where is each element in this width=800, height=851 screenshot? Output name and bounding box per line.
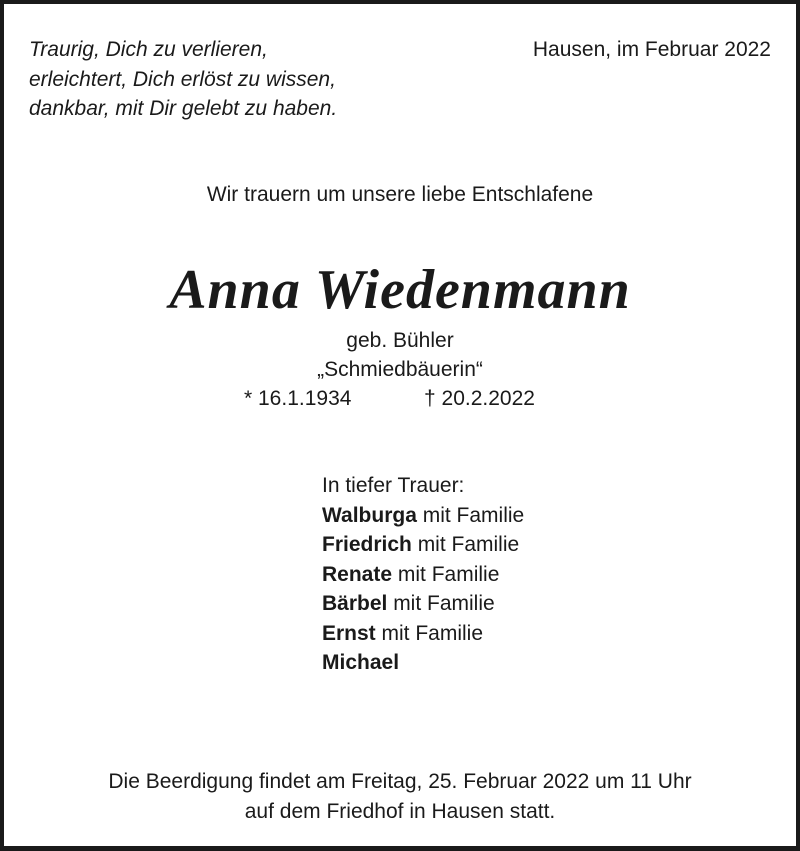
funeral-line: Die Beerdigung findet am Freitag, 25. Februar 2022 um 11 Uhr (108, 770, 692, 793)
deceased-name: Anna Wiedenmann (169, 259, 631, 321)
mourner-entry (322, 589, 524, 619)
funeral-info (4, 767, 796, 826)
verse-line: dankbar, mit Dir gelebt zu haben. (29, 97, 338, 120)
mourner-name: Michael (322, 651, 400, 674)
death-date: † 20.2.2022 (424, 387, 535, 410)
mourner-name: Ernst (322, 621, 376, 645)
funeral-line: auf dem Friedhof in Hausen statt. (244, 799, 556, 823)
mourner-name: Friedrich (322, 533, 412, 556)
mourner-name: Walburga (322, 503, 417, 527)
mourner-suffix: mit Familie (411, 533, 520, 556)
intro-text: Wir trauern um unsere liebe Entschlafene (206, 183, 594, 206)
mourner-suffix: mit Familie (416, 503, 525, 527)
maiden-name: geb. Bühler (346, 329, 454, 352)
mourner-name: Bärbel (322, 592, 388, 615)
mourner-entry (322, 648, 524, 678)
mourners-heading: In tiefer Trauer: (322, 474, 465, 497)
nickname: „Schmiedbäuerin“ (317, 358, 483, 381)
birth-date: * 16.1.1934 (244, 387, 352, 410)
mourner-suffix: mit Familie (387, 592, 495, 615)
mourner-entry (322, 530, 524, 560)
verse-line: erleichtert, Dich erlöst zu wissen, (29, 67, 336, 91)
mourner-entry (322, 501, 524, 531)
verse-line: Traurig, Dich zu verlieren, (29, 38, 268, 61)
mourner-entry (322, 619, 524, 649)
mourner-suffix: mit Familie (392, 562, 500, 586)
mourner-suffix: mit Familie (375, 621, 484, 645)
mourner-entry (322, 560, 524, 590)
memorial-verse (29, 35, 337, 124)
mourner-name: Renate (322, 562, 393, 586)
place-date: Hausen, im Februar 2022 (532, 38, 771, 61)
mourners-list (322, 471, 524, 678)
